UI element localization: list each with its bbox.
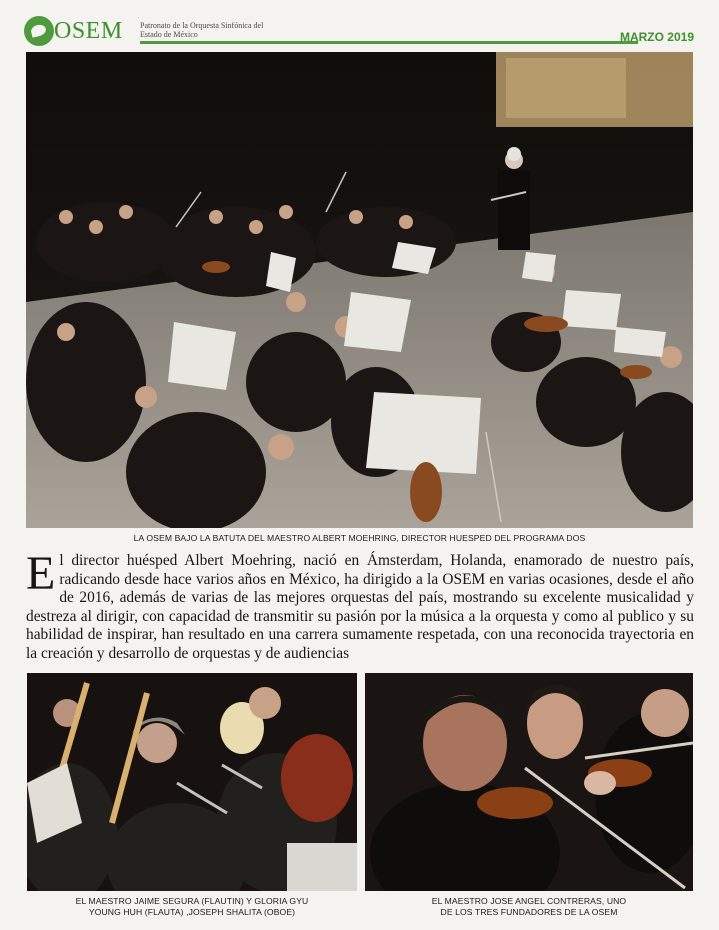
main-orchestra-photo xyxy=(26,52,693,528)
left-caption-line1: EL MAESTRO JAIME SEGURA (FLAUTIN) Y GLORIA GYU xyxy=(75,896,309,906)
violinist-photo xyxy=(365,673,693,891)
article-text: l director huésped Albert Moehring, nació en Ámsterdam, Holanda, enamorado de nuestro país, radicando desde hace varios años en México, ha dirigido a la OSEM en varias ocasiones, desde el año de 2016, además de varias de las mejores orquestas del país, mostrando su excelente musicalidad y destreza al dirigir, con capacidad de transmitir su pasión por la música a la orquesta y como al publico y su habilidad de inspirar, han resultado en una carrera sumamente respetada, con una reconocida trayectoria en la creación y desarrollo de orquestas y de audiencias xyxy=(26,552,694,662)
main-photo-caption: LA OSEM BAJO LA BATUTA DEL MAESTRO ALBERT MOEHRING, DIRECTOR HUESPED DEL PROGRAMA DOS xyxy=(133,533,586,543)
article-body xyxy=(26,547,694,664)
left-photo-caption xyxy=(30,896,354,918)
left-caption-line2: YOUNG HUH (FLAUTA) ,JOSEPH SHALITA (OBOE) xyxy=(88,907,296,917)
dropcap: E xyxy=(26,547,56,600)
right-caption-line1: EL MAESTRO JOSE ANGEL CONTRERAS, UNO xyxy=(431,896,627,906)
issue-date: MARZO 2019 xyxy=(619,30,694,44)
osem-logo-icon xyxy=(24,16,54,46)
header-divider xyxy=(140,41,638,44)
right-caption-line2: DE LOS TRES FUNDADORES DE LA OSEM xyxy=(440,907,618,917)
woodwinds-photo xyxy=(27,673,357,891)
patronato-label: Patronato de la Orquesta Sinfónica del Estado de México xyxy=(140,21,264,39)
right-photo-caption xyxy=(365,896,693,918)
logo-text: OSEM xyxy=(54,18,123,44)
page-header xyxy=(22,14,698,50)
